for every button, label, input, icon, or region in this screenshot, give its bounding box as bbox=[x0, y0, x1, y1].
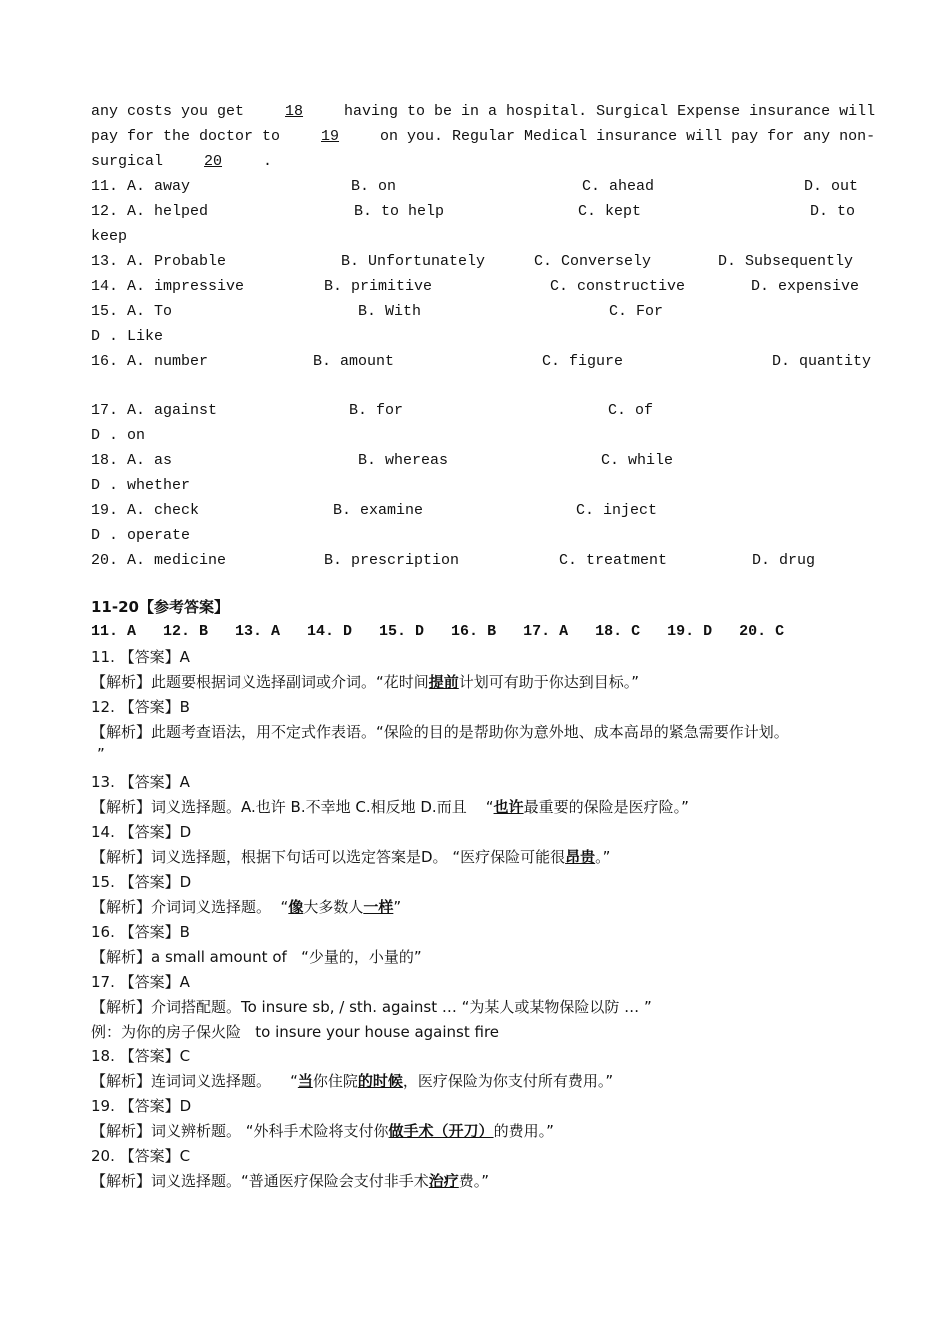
answer-13: 13. 【答案】A bbox=[91, 773, 190, 791]
explanation-12-wrap: ” bbox=[97, 745, 105, 763]
explanation-13 bbox=[91, 796, 689, 818]
question-11 bbox=[91, 176, 861, 198]
passage-text: surgical bbox=[91, 153, 164, 170]
answer-16: 16. 【答案】B bbox=[91, 923, 190, 941]
question-13 bbox=[91, 251, 861, 273]
option-b: B. Unfortunately bbox=[341, 253, 486, 270]
answer-19: 19. 【答案】D bbox=[91, 1097, 192, 1115]
option-a: 18. A. as bbox=[91, 452, 173, 469]
option-c: C. Conversely bbox=[534, 253, 652, 270]
question-16 bbox=[91, 351, 872, 373]
explanation-18 bbox=[91, 1070, 613, 1092]
passage-text: pay for the doctor to bbox=[91, 128, 281, 145]
question-12 bbox=[91, 201, 861, 223]
option-a: 13. A. Probable bbox=[91, 253, 227, 270]
option-c: C. inject bbox=[576, 502, 658, 519]
explanation-text: 【解析】词义选择题。A.也许 B.不幸地 C.相反地 D.而且 “ bbox=[91, 798, 494, 816]
explanation-12: 【解析】此题考查语法，用不定式作表语。“保险的目的是帮助你为意外地、成本高昂的紧急需要作计划。 bbox=[91, 723, 789, 741]
answer-20: 20. 【答案】C bbox=[91, 1147, 191, 1165]
option-c: C. figure bbox=[542, 353, 624, 370]
key-phrase: 当 bbox=[297, 1072, 313, 1090]
option-d: D. expensive bbox=[751, 278, 860, 295]
explanation-text: 【解析】词义辨析题。 “外科手术险将支付你 bbox=[91, 1122, 389, 1140]
passage-text: . bbox=[263, 153, 273, 170]
option-b: B. to help bbox=[354, 203, 445, 220]
option-c: C. of bbox=[608, 402, 654, 419]
explanation-17: 【解析】介词搭配题。To insure sb, / sth. against … “为某人或某物保险以防 … ” bbox=[91, 998, 652, 1016]
key-phrase: 也许 bbox=[493, 798, 524, 816]
explanation-text: 【解析】词义选择题，根据下句话可以选定答案是D。 “医疗保险可能很 bbox=[91, 848, 566, 866]
answer-15: 15. 【答案】D bbox=[91, 873, 192, 891]
explanation-15 bbox=[91, 896, 401, 918]
option-b: B. With bbox=[358, 303, 422, 320]
option-a: 19. A. check bbox=[91, 502, 200, 519]
option-a: 15. A. To bbox=[91, 303, 173, 320]
option-d: D. out bbox=[804, 178, 859, 195]
explanation-text: ” bbox=[393, 898, 402, 916]
question-17 bbox=[91, 400, 861, 422]
passage-line-1 bbox=[91, 101, 875, 123]
key-phrase: 提前 bbox=[428, 673, 459, 691]
passage-text: on you. Regular Medical insurance will pay for any non- bbox=[380, 128, 876, 145]
option-a: 11. A. away bbox=[91, 178, 191, 195]
question-18-wrap bbox=[91, 475, 190, 497]
blank-18: 18 bbox=[285, 103, 304, 120]
option-d: D . operate bbox=[91, 527, 191, 544]
option-b: B. amount bbox=[313, 353, 395, 370]
explanation-text: 的费用。” bbox=[493, 1122, 554, 1140]
question-20 bbox=[91, 550, 861, 572]
key-phrase: 治疗 bbox=[428, 1172, 459, 1190]
explanation-14 bbox=[91, 846, 610, 868]
question-14 bbox=[91, 276, 861, 298]
question-18 bbox=[91, 450, 861, 472]
explanation-text: 计划可有助于你达到目标。” bbox=[458, 673, 640, 691]
option-d-wrap: keep bbox=[91, 228, 128, 245]
question-19 bbox=[91, 500, 861, 522]
option-a: 12. A. helped bbox=[91, 203, 209, 220]
explanation-text: 你住院 bbox=[312, 1072, 358, 1090]
key-phrase: 昂贵 bbox=[565, 848, 596, 866]
option-d: D . on bbox=[91, 427, 146, 444]
explanation-text: 【解析】介词词义选择题。 “ bbox=[91, 898, 289, 916]
explanation-text: 最重要的保险是医疗险。” bbox=[523, 798, 689, 816]
explanation-text: 【解析】词义选择题。“普通医疗保险会支付非手术 bbox=[91, 1172, 429, 1190]
option-d: D. quantity bbox=[772, 353, 872, 370]
key-phrase: 的时候 bbox=[357, 1072, 403, 1090]
option-a: 17. A. against bbox=[91, 402, 218, 419]
blank-20: 20 bbox=[204, 153, 223, 170]
option-a: 20. A. medicine bbox=[91, 552, 227, 569]
option-d: D . whether bbox=[91, 477, 191, 494]
option-b: B. examine bbox=[333, 502, 424, 519]
option-b: B. primitive bbox=[324, 278, 433, 295]
explanation-19 bbox=[91, 1120, 554, 1142]
explanation-text: ，医疗保险为你支付所有费用。” bbox=[402, 1072, 614, 1090]
explanation-16: 【解析】a small amount of “少量的，小量的” bbox=[91, 948, 422, 966]
explanation-11 bbox=[91, 671, 639, 693]
option-c: C. treatment bbox=[559, 552, 668, 569]
explanation-text: 大多数人 bbox=[303, 898, 364, 916]
passage-text: having to be in a hospital. Surgical Expense insurance will bbox=[344, 103, 876, 120]
question-17-wrap bbox=[91, 425, 145, 447]
question-12-wrap bbox=[91, 226, 127, 248]
option-b: B. for bbox=[349, 402, 404, 419]
answer-17: 17. 【答案】A bbox=[91, 973, 190, 991]
option-c: C. ahead bbox=[582, 178, 655, 195]
question-19-wrap bbox=[91, 525, 190, 547]
option-b: B. on bbox=[351, 178, 397, 195]
option-d: D. to bbox=[810, 203, 856, 220]
blank-19: 19 bbox=[321, 128, 340, 145]
passage-line-3 bbox=[91, 151, 272, 173]
option-d: D. drug bbox=[752, 552, 816, 569]
question-15 bbox=[91, 301, 861, 323]
option-a: 16. A. number bbox=[91, 353, 209, 370]
option-a: 14. A. impressive bbox=[91, 278, 245, 295]
option-c: C. while bbox=[601, 452, 674, 469]
passage-line-2 bbox=[91, 126, 875, 148]
option-d: D . Like bbox=[91, 328, 164, 345]
option-c: C. For bbox=[609, 303, 664, 320]
explanation-text: 。” bbox=[595, 848, 611, 866]
key-phrase: 一样 bbox=[363, 898, 394, 916]
option-b: B. whereas bbox=[358, 452, 449, 469]
explanation-20 bbox=[91, 1170, 489, 1192]
answer-14: 14. 【答案】D bbox=[91, 823, 192, 841]
answer-key-line: 11. A 12. B 13. A 14. D 15. D 16. B 17. A 18. C 19. D 20. C bbox=[91, 623, 785, 640]
answers-heading: 11-20【参考答案】 bbox=[91, 598, 229, 616]
option-c: C. constructive bbox=[550, 278, 686, 295]
answer-11: 11. 【答案】A bbox=[91, 648, 190, 666]
answer-12: 12. 【答案】B bbox=[91, 698, 190, 716]
option-d: D. Subsequently bbox=[718, 253, 854, 270]
answer-18: 18. 【答案】C bbox=[91, 1047, 191, 1065]
explanation-text: 费。” bbox=[458, 1172, 490, 1190]
explanation-17-example: 例：为你的房子保火险 to insure your house against fire bbox=[91, 1023, 500, 1041]
option-c: C. kept bbox=[578, 203, 642, 220]
key-phrase: 做手术（开刀） bbox=[388, 1122, 494, 1140]
passage-text: any costs you get bbox=[91, 103, 245, 120]
option-b: B. prescription bbox=[324, 552, 460, 569]
key-phrase: 像 bbox=[288, 898, 304, 916]
question-15-wrap bbox=[91, 326, 163, 348]
explanation-text: 【解析】此题要根据词义选择副词或介词。“花时间 bbox=[91, 673, 429, 691]
explanation-text: 【解析】连词词义选择题。 “ bbox=[91, 1072, 298, 1090]
